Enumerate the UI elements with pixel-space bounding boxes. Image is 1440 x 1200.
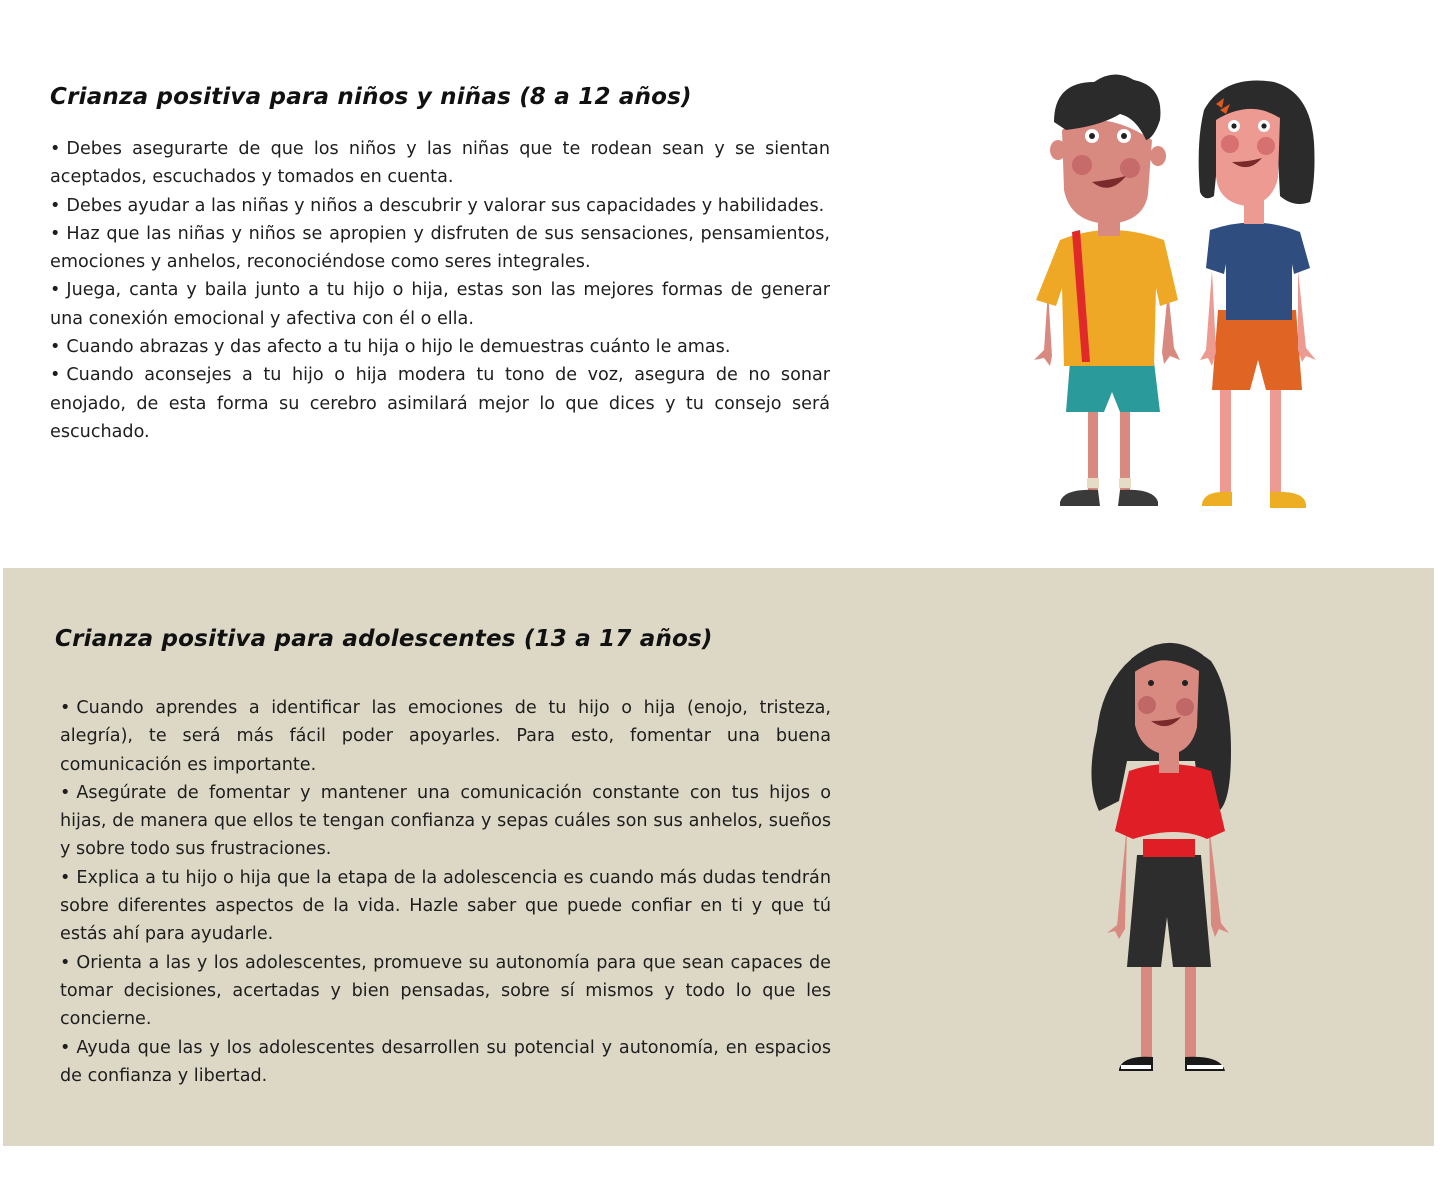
bullet: • <box>60 867 71 888</box>
bullet: • <box>60 698 71 718</box>
bullet: • <box>50 223 61 244</box>
list-item: • Cuando abrazas y das afecto a tu hija o hijo le demuestras cuánto le amas. <box>50 337 731 358</box>
list-item: • Explica a tu hijo o hija que la etapa de la adolescencia es cuando más dudas tendrán sobre diferentes aspectos de la vida. Hazle saber que puede confiar en ti y que tú estás ahí para ayudarle. <box>60 867 831 945</box>
bullet: • <box>50 280 61 301</box>
section-title: Crianza positiva para adolescentes (13 a 17 años) <box>55 626 713 652</box>
tips-list <box>60 694 831 1090</box>
girl-figure <box>1199 81 1316 508</box>
list-item: • Cuando aprendes a identificar las emociones de tu hijo o hija (enojo, tristeza, alegría), te será más fácil poder apoyarles. Para esto, fomentar una buena comunicación es importante. <box>60 698 831 775</box>
list-item: • Juega, canta y baila junto a tu hijo o hija, estas son las mejores formas de generar una conexión emocional y afectiva con él o ella. <box>50 280 830 329</box>
bullet: • <box>50 365 61 386</box>
boy-figure <box>1034 74 1180 506</box>
bullet: • <box>50 195 61 216</box>
list-item: • Debes asegurarte de que los niños y las niñas que te rodean sean y se sientan aceptados, escuchados y tomados en cuenta. <box>50 139 830 188</box>
bullet: • <box>50 139 61 159</box>
bullet: • <box>60 952 71 973</box>
bullet: • <box>60 1037 71 1058</box>
list-item: • Haz que las niñas y niños se apropien y disfruten de sus sensaciones, pensamientos, emociones y anhelos, reconociéndose como seres integrales. <box>50 223 830 273</box>
teen-illustration <box>1085 635 1255 1085</box>
section-children <box>0 0 1440 560</box>
section-title: Crianza positiva para niños y niñas (8 a 12 años) <box>50 84 692 110</box>
bullet: • <box>50 337 61 358</box>
list-item: • Cuando aconsejes a tu hijo o hija modera tu tono de voz, asegura de no sonar enojado, de esta forma su cerebro asimilará mejor lo que dices y tu consejo será escuchado. <box>50 365 830 442</box>
list-item: • Orienta a las y los adolescentes, promueve su autonomía para que sean capaces de tomar decisiones, acertadas y bien pensadas, sobre sí mismos y todo lo que les concierne. <box>60 952 831 1030</box>
children-illustration <box>1020 70 1340 530</box>
list-item: • Debes ayudar a las niñas y niños a descubrir y valorar sus capacidades y habilidades. <box>50 195 825 216</box>
list-item: • Asegúrate de fomentar y mantener una comunicación constante con tus hijos o hijas, de manera que ellos te tengan confianza y sepas cuáles son sus anhelos, sueños y sobre todo sus frustraciones. <box>60 782 831 860</box>
list-item: • Ayuda que las y los adolescentes desarrollen su potencial y autonomía, en espacios de confianza y libertad. <box>60 1037 831 1086</box>
bullet: • <box>60 782 71 803</box>
tips-list <box>50 135 830 446</box>
